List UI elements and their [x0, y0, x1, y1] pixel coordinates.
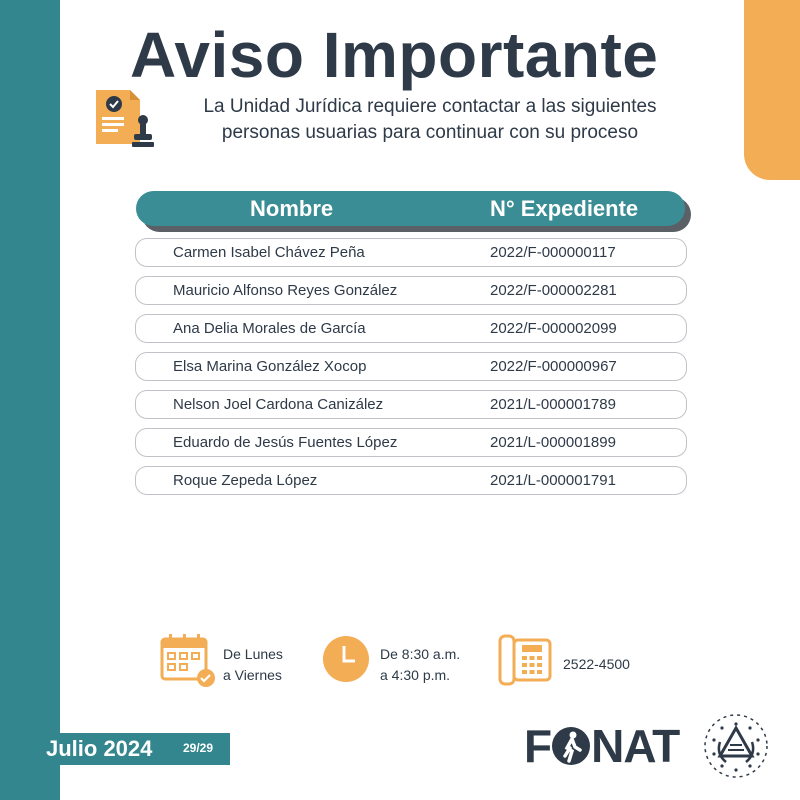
page-title: Aviso Importante [130, 19, 659, 91]
table-header [136, 191, 685, 226]
row-name: Elsa Marina González Xocop [173, 358, 367, 375]
row-name: Carmen Isabel Chávez Peña [173, 244, 365, 261]
column-header-expediente: N° Expediente [490, 196, 639, 221]
page-subtitle [156, 94, 704, 146]
schedule-hours [380, 644, 460, 686]
date-badge [0, 733, 230, 765]
publication-date: Julio 2024 [46, 736, 153, 761]
row-name: Roque Zepeda López [173, 472, 318, 489]
row-name: Nelson Joel Cardona Canizález [173, 396, 384, 413]
clock-icon [321, 634, 371, 684]
telephone-icon [498, 634, 554, 686]
brand-letters-nat: NAT [591, 720, 680, 772]
fonat-logo [524, 722, 679, 770]
hours-line-2: a 4:30 p.m. [380, 667, 451, 683]
calendar-icon [160, 633, 216, 689]
row-expediente: 2022/F-000000117 [490, 244, 616, 261]
brand-letter-f: F [524, 720, 552, 772]
hours-line-1: De 8:30 a.m. [380, 646, 461, 662]
page-counter: 29/29 [183, 741, 214, 755]
row-expediente: 2022/F-000000967 [490, 358, 617, 375]
column-header-nombre: Nombre [250, 196, 334, 221]
schedule-days [223, 644, 283, 686]
phone-number: 2522-4500 [563, 656, 630, 672]
table-row [135, 466, 687, 495]
row-expediente: 2021/L-000001789 [490, 396, 616, 413]
legal-document-icon [94, 86, 156, 150]
row-expediente: 2021/L-000001899 [490, 434, 616, 451]
table-row [135, 390, 687, 419]
subtitle-line-2: personas usuarias para continuar con su proceso [221, 122, 639, 143]
row-expediente: 2021/L-000001791 [490, 472, 616, 489]
table-row [135, 238, 687, 267]
row-name: Mauricio Alfonso Reyes González [173, 282, 398, 299]
row-name: Ana Delia Morales de García [173, 320, 366, 337]
table-row [135, 428, 687, 457]
days-line-2: a Viernes [223, 667, 282, 683]
row-name: Eduardo de Jesús Fuentes López [173, 434, 398, 451]
table-row [135, 276, 687, 305]
table-row [135, 314, 687, 343]
right-accent-tab [744, 0, 800, 180]
row-expediente: 2022/F-000002281 [490, 282, 617, 299]
brand-o-figure-icon [551, 726, 591, 766]
table-row [135, 352, 687, 381]
days-line-1: De Lunes [223, 646, 283, 662]
subtitle-line-1: La Unidad Jurídica requiere contactar a las siguientes [203, 96, 657, 117]
el-salvador-seal-icon [702, 712, 770, 780]
row-expediente: 2022/F-000002099 [490, 320, 617, 337]
left-accent-bar [0, 0, 60, 800]
